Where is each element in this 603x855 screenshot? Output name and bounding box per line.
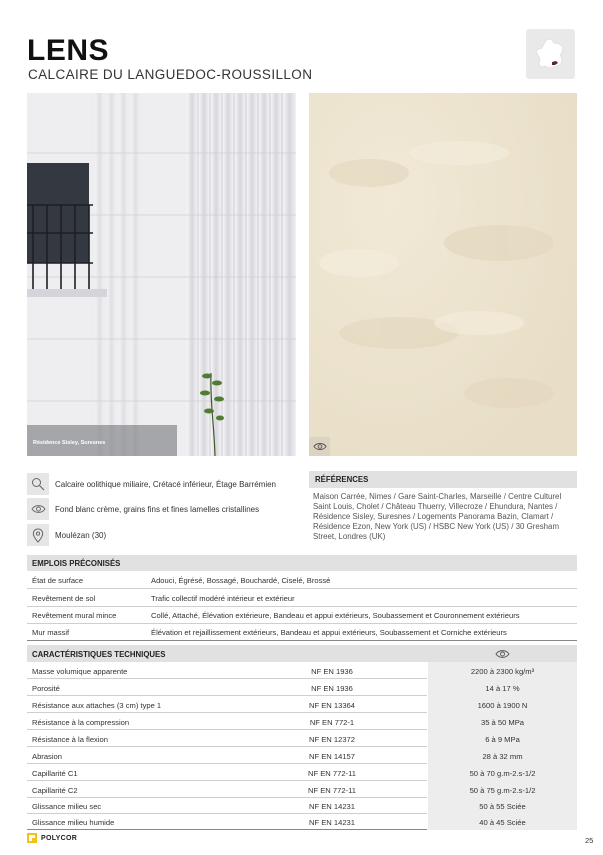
row-label: Résistance à la compression — [32, 717, 130, 727]
table-row — [27, 662, 577, 679]
row-label: Glissance milieu humide — [32, 817, 115, 827]
row-label: État de surface — [32, 576, 84, 585]
value-column-header — [427, 645, 577, 662]
table-row — [27, 696, 577, 713]
row-label: Capillarité C2 — [32, 785, 78, 795]
stone-texture-photo — [309, 93, 577, 456]
row-label: Résistance aux attaches (3 cm) type 1 — [32, 700, 162, 710]
brand-name: POLYCOR — [41, 834, 78, 842]
eye-badge — [309, 437, 330, 456]
row-value: 50 à 75 g.m-2.s-1/2 — [427, 781, 577, 798]
row-norm: NF EN 1936 — [311, 666, 353, 676]
info-location-text: Moulézan (30) — [55, 530, 107, 540]
references-heading: RÉFÉRENCES — [309, 471, 577, 488]
table-row — [27, 623, 577, 641]
row-value: Adouci, Égrésé, Bossagé, Bouchardé, Ciselé, Brossé — [151, 576, 331, 585]
row-value: 40 à 45 Sciée — [427, 813, 577, 830]
map-pin-icon-box — [27, 524, 49, 546]
row-value: 1600 à 1900 N — [427, 696, 577, 713]
table-row — [27, 713, 577, 730]
row-norm: NF EN 13364 — [308, 700, 355, 710]
info-geology-text: Calcaire oolithique miliaire, Crétacé inférieur, Étage Barrémien — [55, 479, 276, 489]
row-value: 2200 à 2300 kg/m³ — [427, 662, 577, 679]
row-norm: NF EN 1936 — [311, 683, 353, 693]
eye-icon — [313, 442, 327, 451]
table-row — [27, 747, 577, 764]
info-geology — [27, 473, 276, 495]
table-row — [27, 813, 577, 830]
info-appearance-text: Fond blanc crème, grains fins et fines lamelles cristallines — [55, 504, 260, 514]
row-norm: NF EN 772-1 — [309, 717, 355, 727]
row-value: Élévation et rejaillissement extérieurs, Bandeau et appui extérieurs, Soubassement et Corniche extérieurs — [151, 628, 507, 637]
row-value: 14 à 17 % — [427, 679, 577, 696]
page-subtitle: CALCAIRE DU LANGUEDOC-ROUSSILLON — [28, 67, 313, 82]
row-value: Collé, Attaché, Élévation extérieure, Bandeau et appui extérieurs, Soubassement et Couronnement extérieurs — [151, 611, 520, 620]
brand-logo — [27, 833, 77, 843]
row-label: Capillarité C1 — [32, 768, 78, 778]
search-icon-box — [27, 473, 49, 495]
row-norm: NF EN 14231 — [308, 801, 355, 811]
row-norm: NF EN 772-11 — [308, 785, 356, 795]
table-row — [27, 797, 577, 814]
table-row — [27, 571, 577, 589]
map-pin-icon — [32, 528, 44, 543]
table-row — [27, 606, 577, 624]
row-label: Masse volumique apparente — [32, 666, 128, 676]
table-row — [27, 730, 577, 747]
page-number: 25 — [585, 836, 594, 845]
eye-icon — [495, 649, 510, 659]
row-value: 50 à 55 Sciée — [427, 797, 577, 814]
eye-icon — [31, 504, 46, 514]
row-label: Revêtement de sol — [32, 594, 96, 603]
row-label: Revêtement mural mince — [32, 611, 117, 620]
photo-caption: Résidence Sisley, Suresnes — [33, 440, 106, 446]
table-row — [27, 589, 577, 607]
row-label: Porosité — [32, 683, 60, 693]
caracteristiques-header — [27, 645, 577, 662]
search-icon — [31, 477, 45, 491]
row-norm: NF EN 772-11 — [308, 768, 356, 778]
building-photo — [27, 93, 296, 456]
row-label: Mur massif — [32, 628, 70, 637]
row-value: Trafic collectif modéré intérieur et extérieur — [151, 594, 295, 603]
row-norm: NF EN 14231 — [308, 817, 355, 827]
emplois-heading: EMPLOIS PRÉCONISÉS — [27, 555, 577, 571]
references-body: Maison Carrée, Nimes / Gare Saint-Charles, Marseille / Centre Culturel Saint Louis, Cholet / Château Thuerry, Villecroze / Ehundura, Nantes / Résidence Sisley, Suresnes / Logements Panorama Bazin, Clamart / Résidence Ezon, New York (US) / HSBC New York (US) / 30 Gresham Street, Londres (UK) — [313, 492, 562, 541]
row-norm: NF EN 14157 — [308, 751, 355, 761]
caracteristiques-heading: CARACTÉRISTIQUES TECHNIQUES — [32, 649, 166, 659]
table-row — [27, 764, 577, 781]
row-label: Résistance à la flexion — [32, 734, 108, 744]
row-value: 6 à 9 MPa — [427, 730, 577, 747]
france-map-icon — [533, 36, 569, 72]
table-row — [27, 781, 577, 798]
row-value: 28 à 32 mm — [427, 747, 577, 764]
info-appearance — [27, 498, 259, 520]
polycor-logo-icon — [27, 833, 37, 843]
table-row — [27, 679, 577, 696]
row-label: Glissance milieu sec — [32, 801, 102, 811]
info-location — [27, 524, 106, 546]
region-map — [526, 29, 575, 79]
eye-icon-box — [27, 498, 49, 520]
row-norm: NF EN 12372 — [308, 734, 355, 744]
page-title: LENS — [27, 34, 110, 67]
row-label: Abrasion — [32, 751, 62, 761]
row-value: 35 à 50 MPa — [427, 713, 577, 730]
row-value: 50 à 70 g.m-2.s-1/2 — [427, 764, 577, 781]
